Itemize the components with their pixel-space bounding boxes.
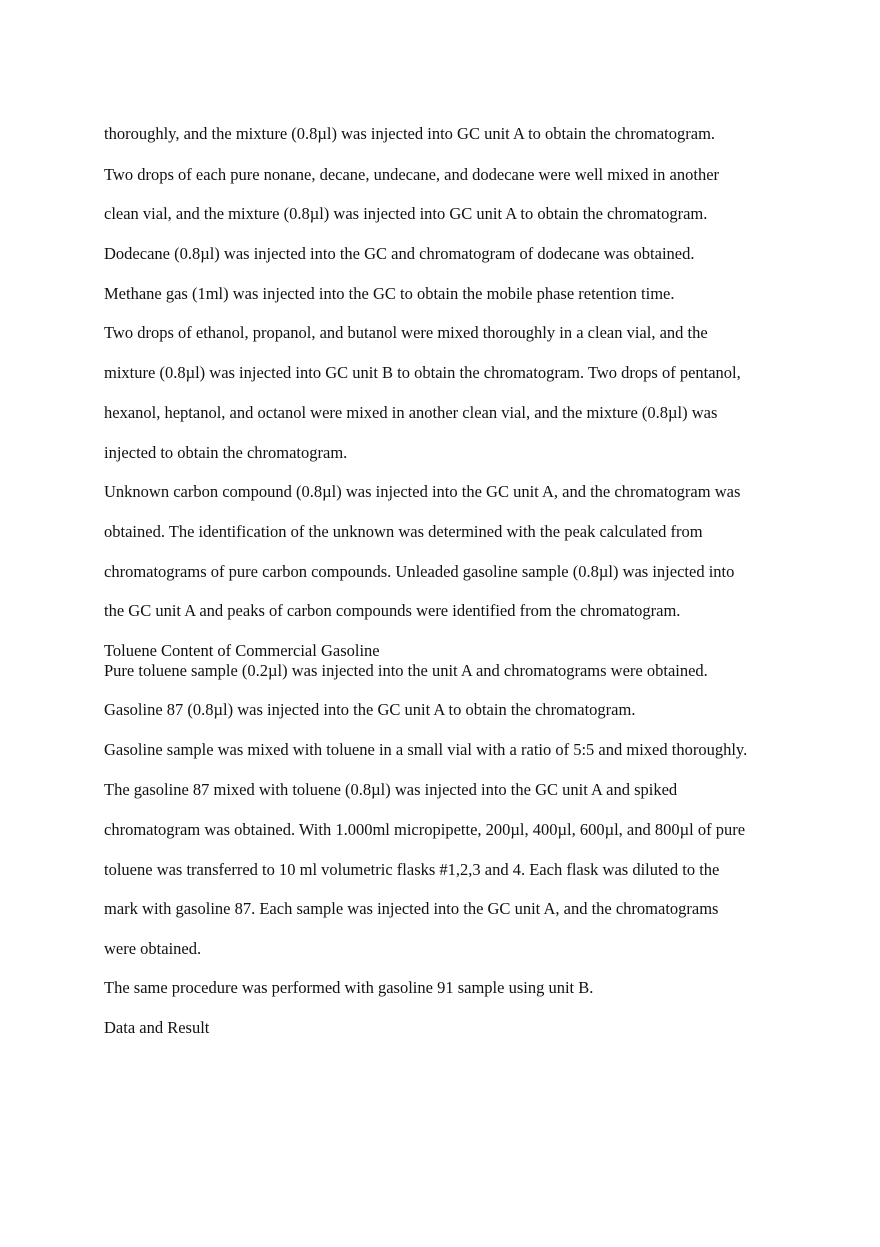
paragraph-line: chromatogram was obtained. With 1.000ml micropipette, 200µl, 400µl, 600µl, and 800µl of pure [104,820,746,839]
section-heading: Data and Result [104,1018,210,1037]
paragraph-line: Pure toluene sample (0.2µl) was injected into the unit A and chromatograms were obtained. [104,661,708,680]
paragraph-line: The gasoline 87 mixed with toluene (0.8µl) was injected into the GC unit A and spiked [104,780,678,799]
paragraph-line: injected to obtain the chromatogram. [104,443,348,462]
paragraph-line: Gasoline sample was mixed with toluene in a small vial with a ratio of 5:5 and mixed thoroughly. [104,740,748,759]
paragraph-line: mark with gasoline 87. Each sample was injected into the GC unit A, and the chromatograms [104,899,719,918]
paragraph-line: Gasoline 87 (0.8µl) was injected into the GC unit A to obtain the chromatogram. [104,700,636,719]
paragraph-line: were obtained. [104,939,202,958]
paragraph-line: mixture (0.8µl) was injected into GC unit B to obtain the chromatogram. Two drops of pentanol, [104,363,741,382]
paragraph-line: hexanol, heptanol, and octanol were mixed in another clean vial, and the mixture (0.8µl) was [104,403,718,422]
paragraph-line: Two drops of ethanol, propanol, and butanol were mixed thoroughly in a clean vial, and the [104,323,708,342]
paragraph-line: chromatograms of pure carbon compounds. Unleaded gasoline sample (0.8µl) was injected into [104,562,735,581]
paragraph-line: obtained. The identification of the unknown was determined with the peak calculated from [104,522,703,541]
paragraph-line: clean vial, and the mixture (0.8µl) was injected into GC unit A to obtain the chromatogram. [104,204,708,223]
paragraph-line: thoroughly, and the mixture (0.8µl) was injected into GC unit A to obtain the chromatogram. [104,124,716,143]
paragraph-line: Unknown carbon compound (0.8µl) was injected into the GC unit A, and the chromatogram was [104,482,741,501]
paragraph-line: Dodecane (0.8µl) was injected into the GC and chromatogram of dodecane was obtained. [104,244,695,263]
paragraph-line: Methane gas (1ml) was injected into the GC to obtain the mobile phase retention time. [104,284,675,303]
paragraph-line: Two drops of each pure nonane, decane, undecane, and dodecane were well mixed in another [104,165,720,184]
paragraph-line: The same procedure was performed with gasoline 91 sample using unit B. [104,978,594,997]
section-heading: Toluene Content of Commercial Gasoline [104,641,380,660]
paragraph-line: toluene was transferred to 10 ml volumetric flasks #1,2,3 and 4. Each flask was diluted to the [104,860,720,879]
paragraph-line: the GC unit A and peaks of carbon compounds were identified from the chromatogram. [104,601,681,620]
